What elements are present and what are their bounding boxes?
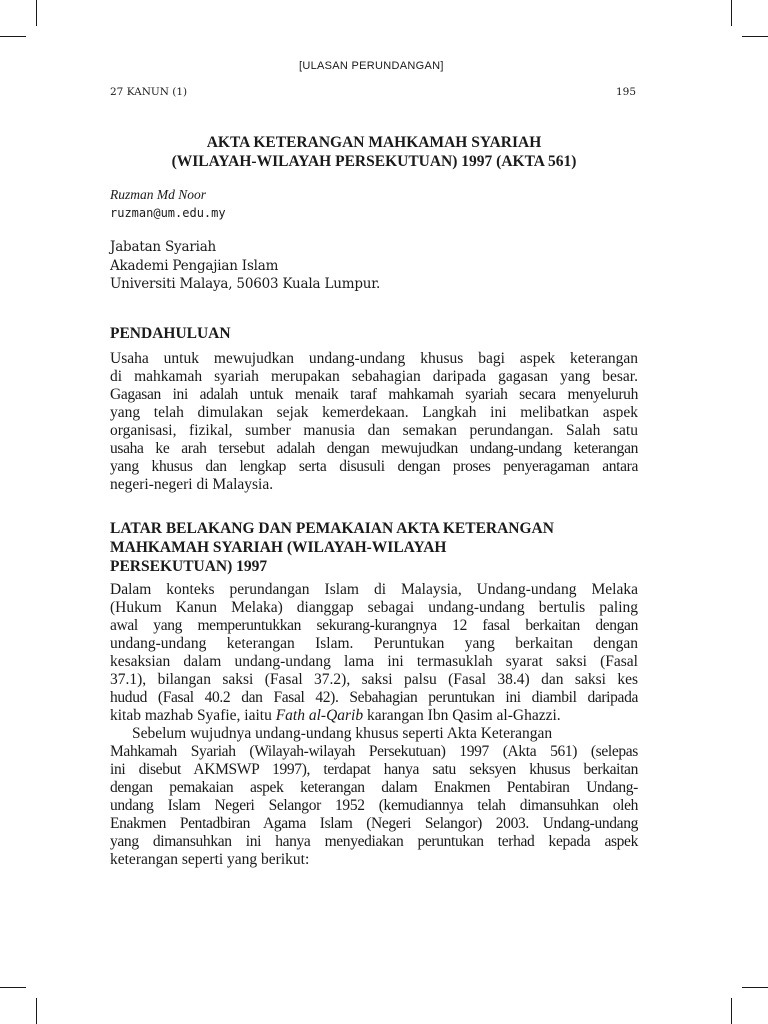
paragraph-line: awal yang memperuntukkan sekurang-kurangnya 12 fasal berkaitan dengan [110,617,638,634]
crop-mark-top-left-h [0,36,26,37]
paragraph-line: yang dimansuhkan ini hanya menyediakan peruntukan terhad kepada aspek [110,833,638,850]
paragraph-line: dengan pemakaian aspek keterangan dalam Enakmen Pentabiran Undang- [110,779,638,796]
paragraph-line: 37.1), bilangan saksi (Fasal 37.2), saksi palsu (Fasal 38.4) dan saksi kes [110,671,638,688]
paragraph-line: (Hukum Kanun Melaka) dianggap sebagai undang-undang bertulis paling [110,599,638,616]
heading-line-2: MAHKAMAH SYARIAH (WILAYAH-WILAYAH [110,539,447,556]
paragraph-line: undang-undang keterangan Islam. Peruntukan yang berkaitan dengan [110,635,638,652]
latar-belakang-paragraph-2 [110,725,638,869]
paragraph-line: keterangan seperti yang berikut: [110,851,310,868]
page-number: 195 [616,86,637,98]
affiliation-block [110,238,380,294]
section-heading-latar-belakang [110,519,554,576]
paragraph-line: hudud (Fasal 40.2 dan Fasal 42). Sebahagian peruntukan ini diambil daripada [110,689,638,706]
affiliation-line-1: Jabatan Syariah [110,239,217,255]
author-email: ruzman@um.edu.my [110,206,226,220]
paragraph-line: Mahkamah Syariah (Wilayah-wilayah Persekutuan) 1997 (Akta 561) (selepas [110,743,638,760]
paragraph-line: Gagasan ini adalah untuk menaik taraf mahkamah syariah secara menyeluruh [110,386,638,403]
paragraph-line: Usaha untuk mewujudkan undang-undang khusus bagi aspek keterangan [110,350,638,367]
affiliation-line-3: Universiti Malaya, 50603 Kuala Lumpur. [110,276,381,292]
heading-line-3: PERSEKUTUAN) 1997 [110,558,268,575]
crop-mark-bottom-left-h [0,987,26,988]
paragraph-line: organisasi, fizikal, sumber manusia dan semakan perundangan. Salah satu [110,422,638,439]
heading-line-1: LATAR BELAKANG DAN PEMAKAIAN AKTA KETERANGAN [110,520,554,537]
author-name: Ruzman Md Noor [110,187,207,202]
paragraph-line: kesaksian dalam undang-undang lama ini termasuklah syarat saksi (Fasal [110,653,638,670]
affiliation-line-2: Akademi Pengajian Islam [110,257,279,274]
paragraph-line: ini disebut AKMSWP 1997), terdapat hanya satu seksyen khusus berkaitan [110,761,638,778]
crop-mark-top-right-v [731,0,732,26]
crop-mark-bottom-right-v [731,998,732,1024]
title-line-2: (WILAYAH-WILAYAH PERSEKUTUAN) 1997 (AKTA 561) [171,153,577,170]
paragraph-line: negeri-negeri di Malaysia. [110,476,274,493]
crop-mark-bottom-right-h [742,987,768,988]
article-title [110,133,638,171]
text-run: kitab mazhab Syafie, iaitu [110,707,276,724]
crop-mark-top-left-v [36,0,37,26]
paragraph-line-with-citation [110,707,638,725]
book-title-fath-al-qarib: Fath al-Qarib [275,707,364,724]
journal-issue: 27 KANUN (1) [110,86,188,98]
pendahuluan-paragraph [110,350,638,494]
paragraph-line: Enakmen Pentadbiran Agama Islam (Negeri Selangor) 2003. Undang-undang [110,815,638,832]
running-head: [ULASAN PERUNDANGAN] [299,60,444,72]
section-heading-pendahuluan: PENDAHULUAN [110,325,231,342]
crop-mark-top-right-h [742,36,768,37]
paragraph-line: di mahkamah syariah merupakan sebahagian daripada gagasan yang besar. [110,368,638,385]
text-run: karangan Ibn Qasim al-Ghazzi. [363,707,561,724]
paragraph-line: Dalam konteks perundangan Islam di Malaysia, Undang-undang Melaka [110,581,638,598]
paragraph-line: undang Islam Negeri Selangor 1952 (kemudiannya telah dimansuhkan oleh [110,797,638,814]
title-line-1: AKTA KETERANGAN MAHKAMAH SYARIAH [206,134,542,151]
author-block [110,186,226,222]
paragraph-line: usaha ke arah tersebut adalah dengan mewujudkan undang-undang keterangan [110,440,638,457]
paragraph-line: Sebelum wujudnya undang-undang khusus seperti Akta Keterangan [132,725,553,742]
paragraph-line: yang telah dimulakan sejak kemerdekaan. Langkah ini melibatkan aspek [110,404,638,421]
crop-mark-bottom-left-v [36,998,37,1024]
paragraph-line: yang khusus dan lengkap serta disusuli dengan proses penyeragaman antara [110,458,638,475]
latar-belakang-paragraph-1 [110,581,638,725]
